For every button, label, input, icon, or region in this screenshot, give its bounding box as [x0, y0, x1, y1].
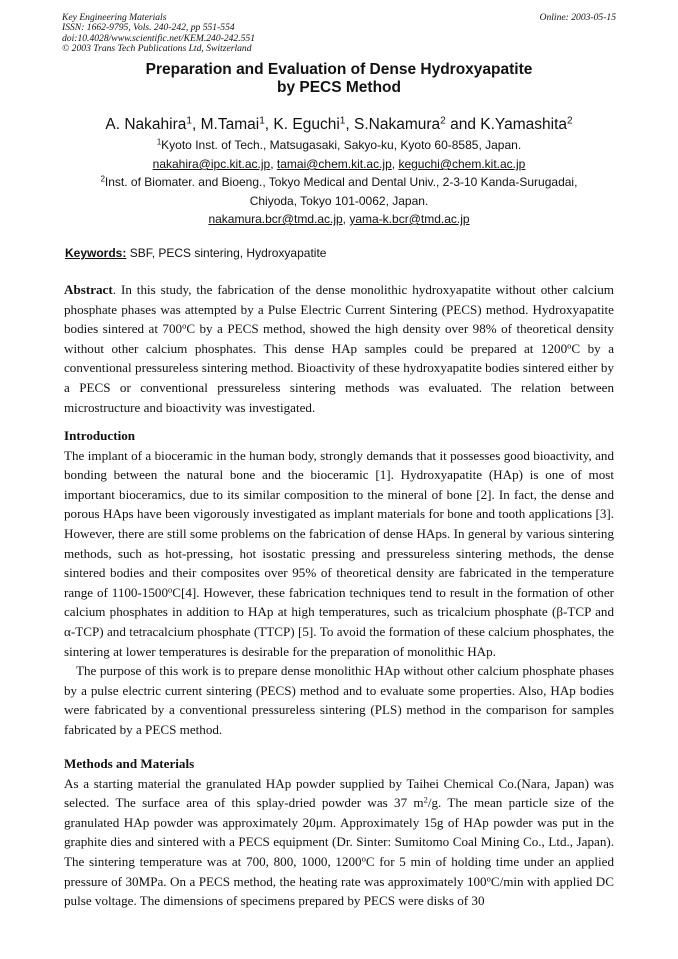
- keywords-label: Keywords:: [65, 246, 127, 260]
- title-line-2: by PECS Method: [276, 79, 401, 96]
- degree-mark: o: [567, 340, 572, 351]
- keywords-text: SBF, PECS sintering, Hydroxyapatite: [126, 246, 327, 260]
- email-link[interactable]: keguchi@chem.kit.ac.jp: [398, 157, 526, 171]
- separator: ,: [270, 157, 277, 171]
- affiliation-mark: 1: [339, 115, 346, 127]
- journal-header: [62, 13, 616, 55]
- separator: ,: [345, 116, 355, 133]
- author-name: A. Nakahira: [105, 116, 187, 133]
- issn-line: ISSN: 1662-9795, Vols. 240-242, pp 551-554: [62, 22, 235, 34]
- degree-mark: o: [486, 872, 491, 883]
- affiliation-text: Kyoto Inst. of Tech., Matsugasaki, Sakyo-ku, Kyoto 60-8585, Japan.: [161, 138, 522, 152]
- affiliation-mark: 1: [186, 115, 192, 127]
- journal-name: Key Engineering Materials: [62, 12, 167, 23]
- separator: ,: [391, 157, 399, 171]
- separator: ,: [342, 212, 350, 226]
- abstract-text: C by a conventional pressureless sintering method. Bioactivity of these hydroxyapatite bodies sintered either by a PECS or conventional pressureless sintering methods was evaluated. The relation between microstructure and bioactivity was investigated.: [64, 340, 615, 415]
- introduction: [64, 426, 614, 740]
- degree-mark: o: [182, 320, 187, 331]
- author-name: M.Tamai: [200, 116, 260, 133]
- paragraph-text: The purpose of this work is to prepare dense monolithic HAp without other calcium phosphate phases by a pulse electric current sintering (PECS) method and to evaluate some properties. Also, HAp bodies were fabricated by a conventional pressureless sintering (PLS) method in the comparison for samples fabricated by a PECS method.: [64, 663, 614, 737]
- abstract-label: Abstract: [64, 282, 113, 297]
- affiliation-1: [0, 138, 678, 152]
- affiliation-mark: 2: [440, 115, 446, 127]
- affiliation-mark: 2: [567, 115, 573, 127]
- email-line-2: [0, 212, 678, 226]
- abstract-text: C by a PECS method, showed the high density over 98% of theoretical density without other calcium phosphates. This dense HAp samples could be prepared at 1200: [64, 321, 615, 356]
- affiliation-2-cont: Chiyoda, Tokyo 101-0062, Japan.: [249, 194, 429, 208]
- separator: ,: [264, 116, 274, 133]
- separator: and: [445, 116, 481, 133]
- abstract: [64, 280, 614, 417]
- section-heading: Methods and Materials: [64, 756, 195, 771]
- abstract-text: . In this study, the fabrication of the dense monolithic hydroxyapatite without other calcium phosphate phases was attempted by a Pulse Electric Current Sintering (PECS) method. Hydroxyapatite bodies sintered at 700: [64, 282, 614, 337]
- affiliation-text: Inst. of Biomater. and Bioeng., Tokyo Medical and Dental Univ., 2-3-10 Kanda-Surugadai,: [104, 175, 578, 189]
- author-name: S.Nakamura: [354, 116, 441, 133]
- title-line-1: Preparation and Evaluation of Dense Hydroxyapatite: [145, 61, 533, 78]
- separator: ,: [191, 116, 201, 133]
- affiliation-2: [0, 175, 678, 189]
- affiliation-mark: 1: [259, 115, 265, 127]
- paragraph-text: C[4]. However, these fabrication techniques tend to result in the formation of other calcium phosphates in addition to HAp at high temperatures, such as tricalcium phosphate (β-TCP and α-TCP) and tetracalcium phosphate (TTCP) [5]. To avoid the formation of these calcium phosphates, the sintering at lower temperatures is desirable for the preparation of monolithic HAp.: [64, 584, 614, 659]
- paragraph-text: C/min with applied DC pulse voltage. The dimensions of specimens prepared by PECS were disks of 30: [64, 873, 614, 909]
- paragraph-text: As a starting material the granulated HAp powder supplied by Taihei Chemical Co.(Nara, Japan) was selected. The surface area of this splay-dried powder was 37 m: [64, 775, 614, 811]
- author-list: [0, 116, 678, 134]
- section-heading: Introduction: [64, 428, 136, 443]
- keywords: [65, 246, 326, 260]
- paragraph-text: The implant of a bioceramic in the human body, strongly demands that it possesses good bioactivity, and bonding between the natural bone and the bioceramic [1]. Hydroxyapatite (HAp) is one of most important bioceramics, due to its similar composition to the mineral of bone [2]. In fact, the dense and porous HAps have been vigorously investigated as implant materials for bone and tooth applications [3]. However, there are still some problems on the fabrication of dense HAps. In general by various sintering methods, such as hot-pressing, hot isostatic pressing and pressureless sintering methods, the dense sintered bodies and their composites over 95% of theoretical density are fabricated in the temperature range of 1100-1500: [64, 447, 614, 600]
- methods: [64, 754, 614, 911]
- email-link[interactable]: tamai@chem.kit.ac.jp: [276, 157, 392, 171]
- email-line-1: [0, 157, 678, 171]
- paragraph-text: C for 5 min of holding time under an applied pressure of 30MPa. On a PECS method, the heating rate was approximately 100: [64, 853, 614, 889]
- email-link[interactable]: nakamura.bcr@tmd.ac.jp: [208, 212, 343, 226]
- affiliation-mark: 1: [156, 137, 162, 147]
- paper-title: [0, 61, 678, 97]
- doi-line: doi:10.4028/www.scientific.net/KEM.240-242.551: [62, 32, 256, 44]
- degree-mark: o: [361, 853, 366, 864]
- copyright-line: © 2003 Trans Tech Publications Ltd, Switzerland: [62, 43, 252, 55]
- online-date: Online: 2003-05-15: [539, 12, 616, 23]
- degree-mark: o: [168, 584, 173, 595]
- email-link[interactable]: nakahira@ipc.kit.ac.jp: [152, 157, 271, 171]
- email-link[interactable]: yama-k.bcr@tmd.ac.jp: [349, 212, 470, 226]
- author-name: K. Eguchi: [273, 116, 340, 133]
- superscript: 2: [423, 794, 428, 805]
- affiliation-mark: 2: [100, 174, 105, 184]
- paragraph-text: /g. The mean particle size of the granulated HAp powder was approximately 20μm. Approximately 15g of HAp powder was put in the graphite dies and sintered with a PECS equipment (Dr. Sinter: Sumitomo Coal Mining Co., Ltd., Japan). The sintering temperature was at 700, 800, 1000, 1200: [64, 795, 614, 869]
- author-name: K.Yamashita: [480, 116, 567, 133]
